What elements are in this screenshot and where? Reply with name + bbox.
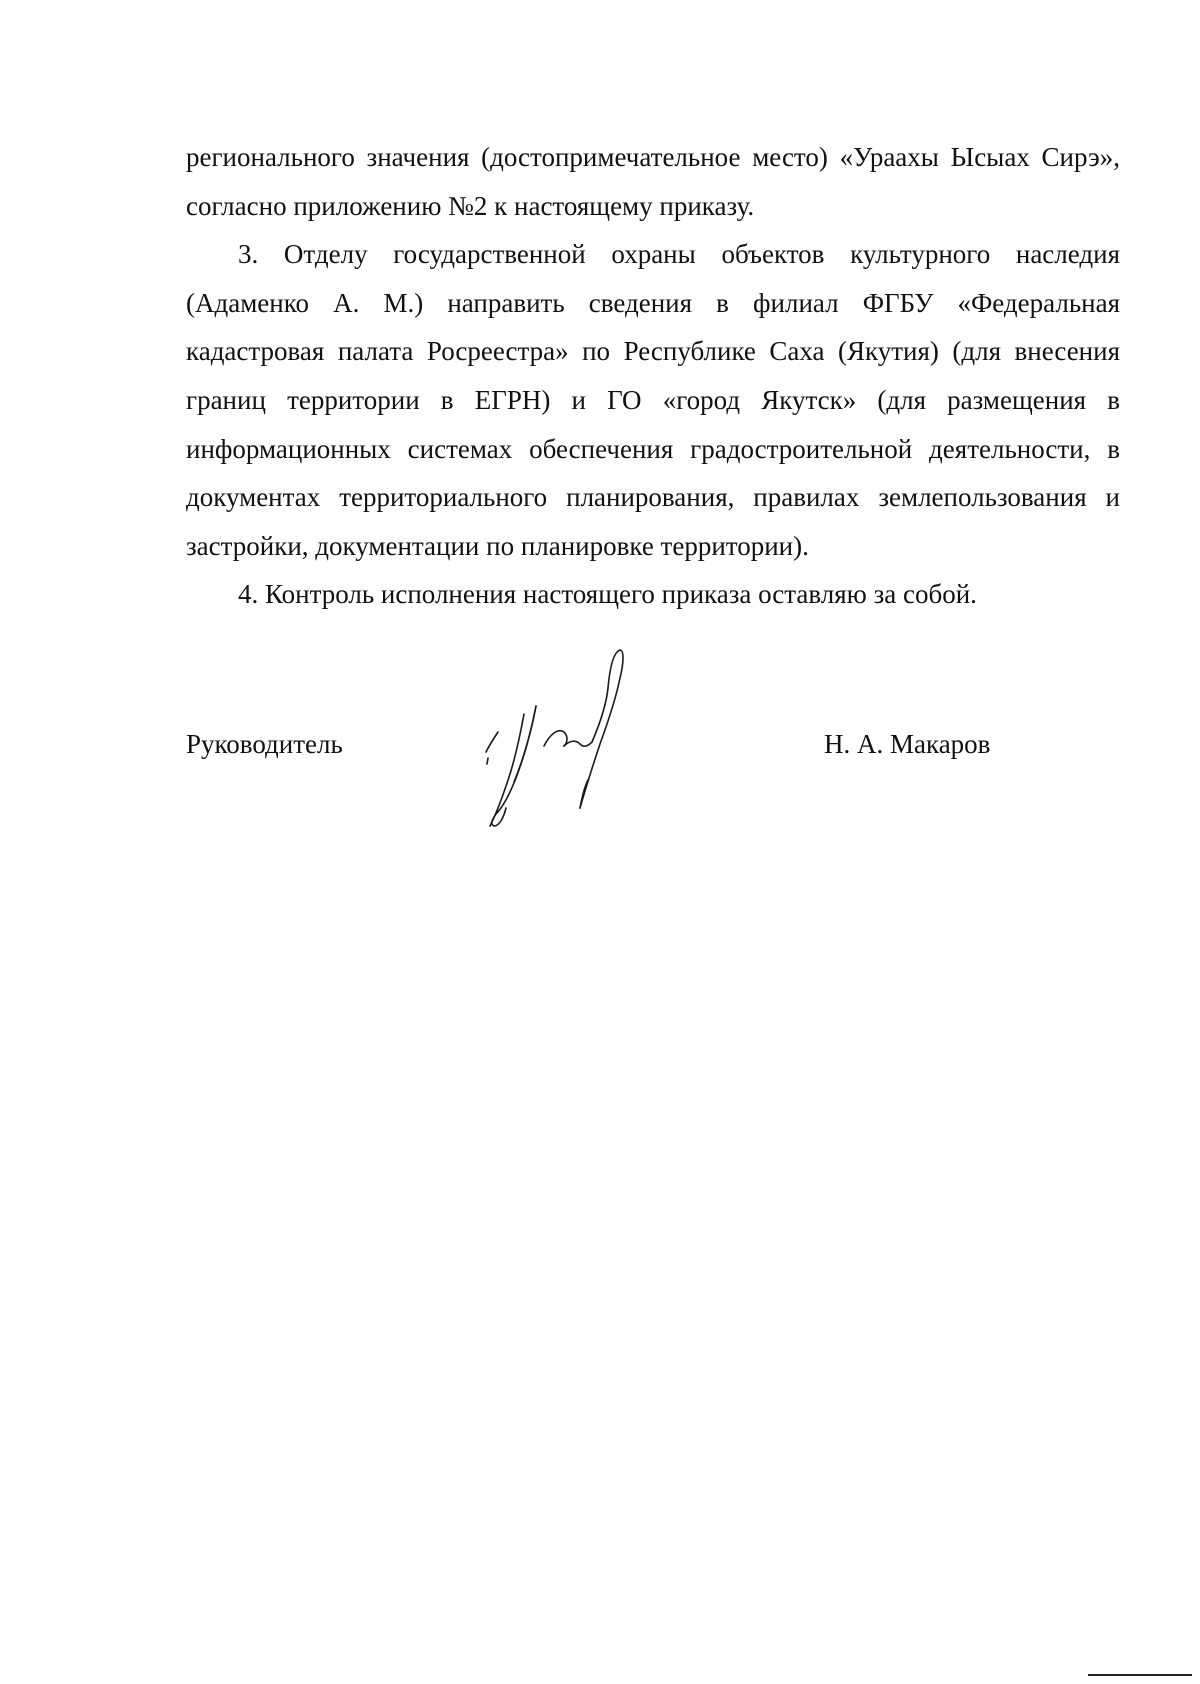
handwritten-signature — [484, 648, 684, 838]
footer-rule — [1088, 1674, 1192, 1676]
document-body — [186, 133, 1120, 619]
signer-title: Руководитель — [186, 729, 343, 759]
paragraph-item-3: 3. Отделу государственной охраны объектов культурного наследия (Адаменко А. М.) направить сведения в филиал ФГБУ «Федеральная кадастровая палата Росреестра» по Республике Саха (Якутия) (для внесения границ территории в ЕГРН) и ГО «город Якутск» (для размещения в информационных системах обеспечения градостроительной деятельности, в документах территориального планирования, правилах землепользования и застройки, документации по планировке территории). — [186, 239, 1120, 561]
paragraph-item-4: 4. Контроль исполнения настоящего приказа оставляю за собой. — [238, 579, 977, 610]
signer-name: Н. А. Макаров — [824, 729, 991, 759]
paragraph-continuation: регионального значения (достопримечательное место) «Ураахы Ысыах Сирэ», согласно приложению №2 к настоящему приказу. — [186, 142, 1120, 221]
